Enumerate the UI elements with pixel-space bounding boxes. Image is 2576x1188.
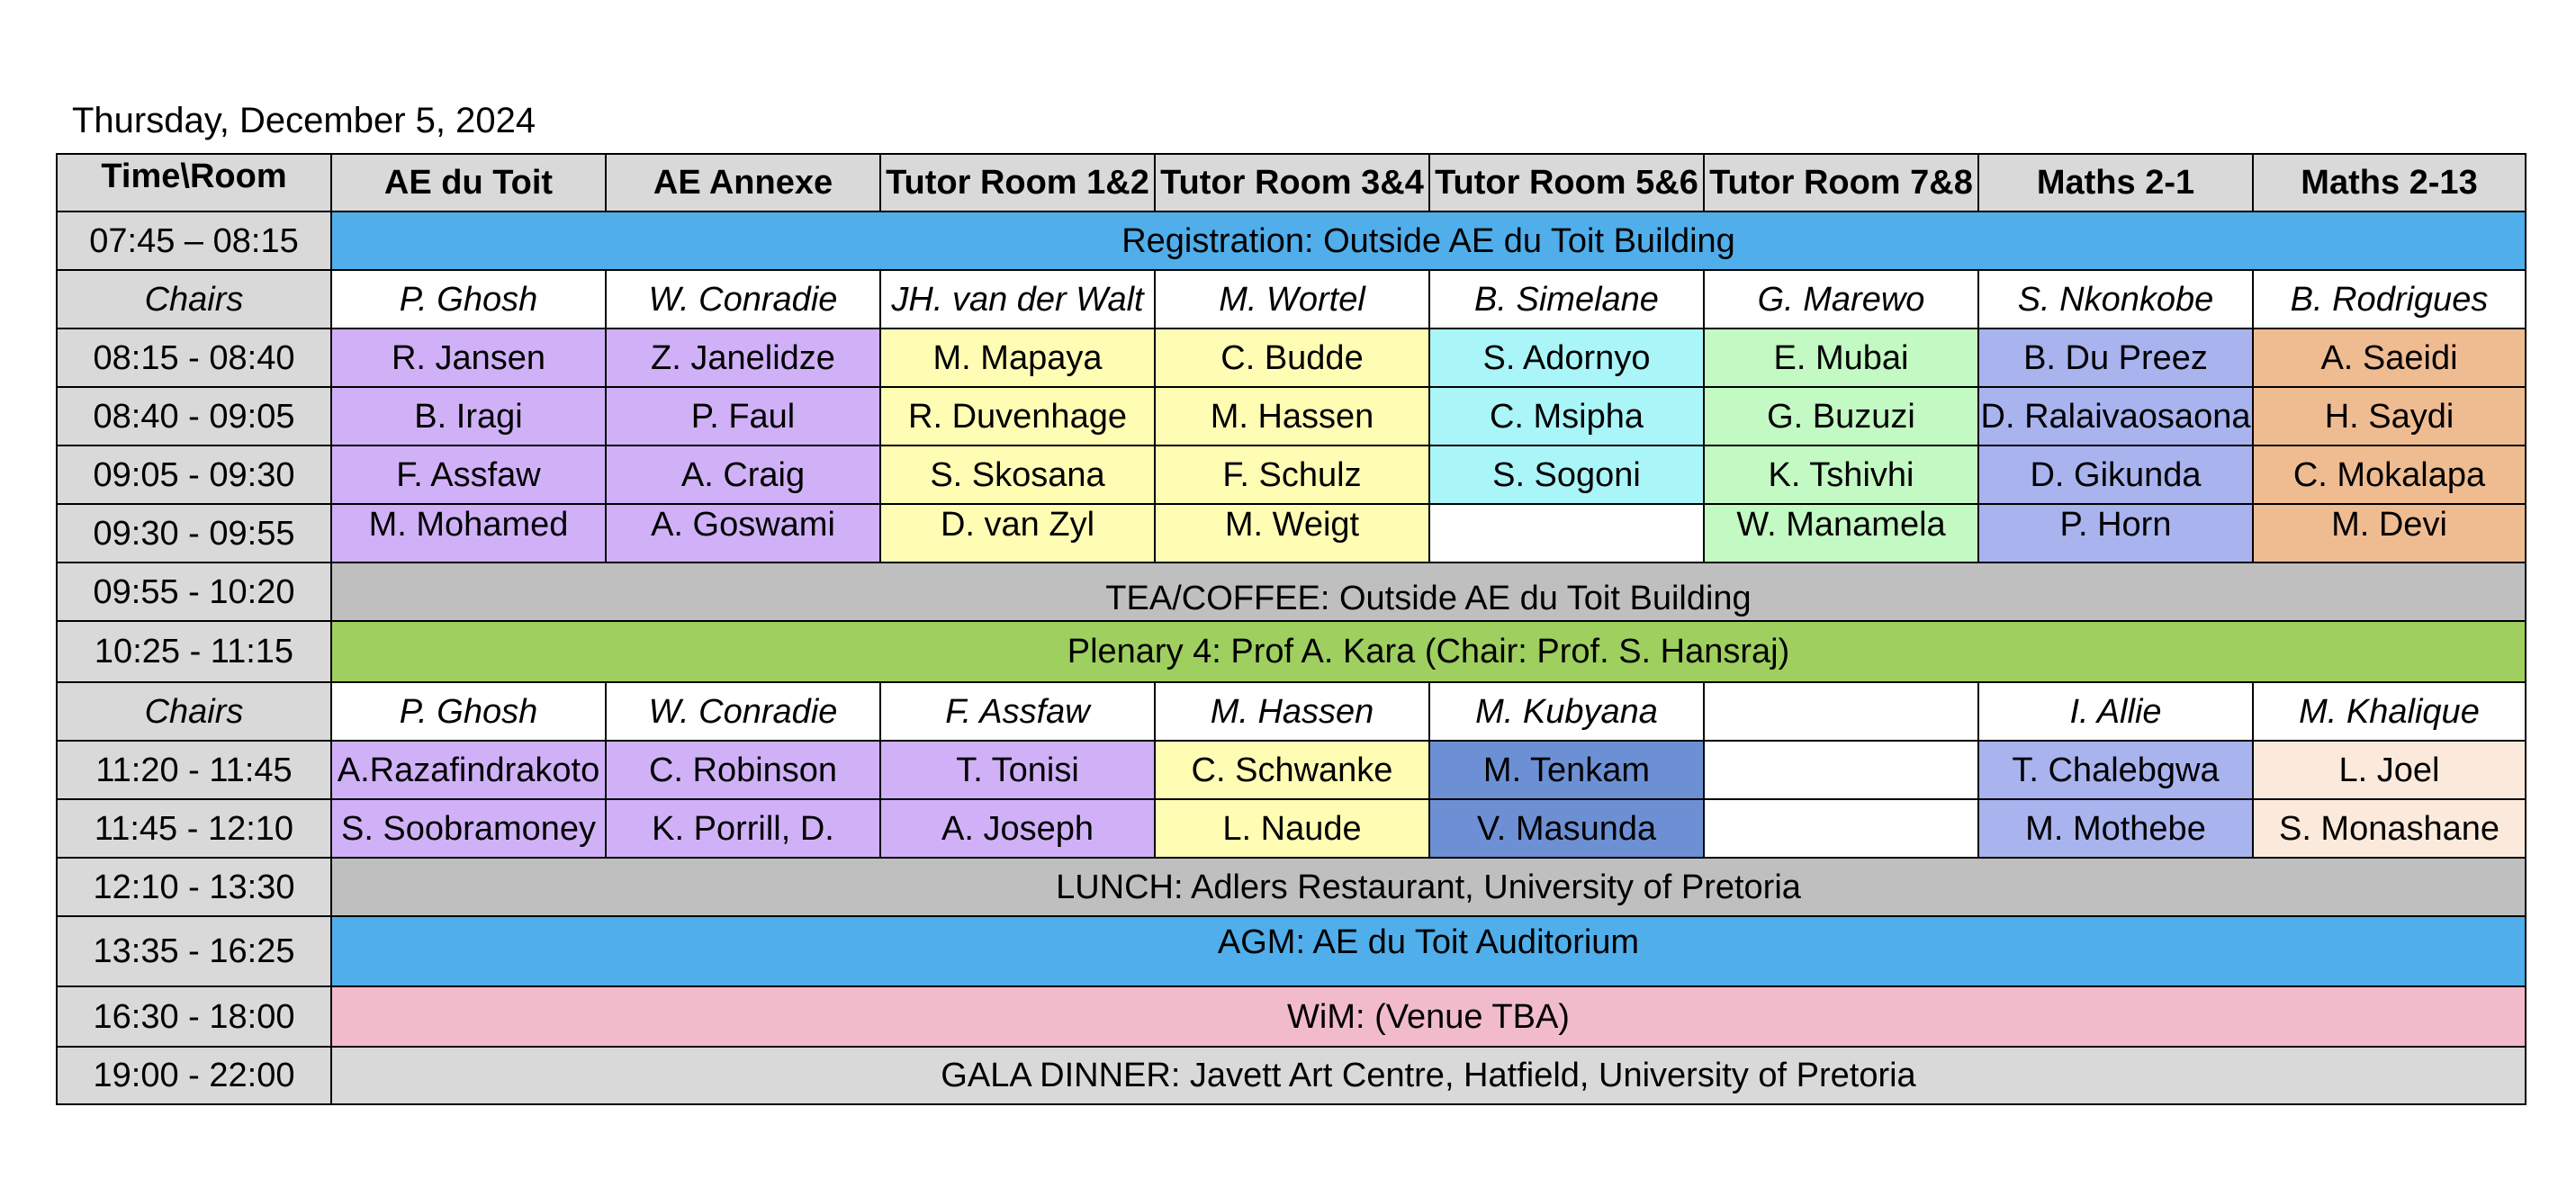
talk-cell: A. Craig xyxy=(606,446,880,504)
gala-banner: GALA DINNER: Javett Art Centre, Hatfield, University of Pretoria xyxy=(331,1047,2526,1104)
talk-cell: B. Du Preez xyxy=(1978,328,2253,387)
chairs-row xyxy=(57,682,2526,741)
talk-cell: S. Skosana xyxy=(880,446,1155,504)
time-cell: 19:00 - 22:00 xyxy=(57,1047,331,1104)
session-row xyxy=(57,799,2526,858)
registration-banner: Registration: Outside AE du Toit Building xyxy=(331,212,2526,270)
talk-cell: L. Joel xyxy=(2253,741,2526,799)
talk-cell: C. Msipha xyxy=(1429,387,1704,446)
chair-cell: JH. van der Walt xyxy=(880,270,1155,328)
talk-cell: A. Saeidi xyxy=(2253,328,2526,387)
time-cell: 08:40 - 09:05 xyxy=(57,387,331,446)
talk-cell: R. Duvenhage xyxy=(880,387,1155,446)
talk-cell: Z. Janelidze xyxy=(606,328,880,387)
room-header: AE Annexe xyxy=(606,154,880,212)
talk-cell: M. Devi xyxy=(2253,504,2526,562)
talk-cell: A. Goswami xyxy=(606,504,880,562)
page-title: Thursday, December 5, 2024 xyxy=(72,101,536,140)
talk-cell: R. Jansen xyxy=(331,328,606,387)
talk-cell: M. Mapaya xyxy=(880,328,1155,387)
talk-cell: C. Schwanke xyxy=(1155,741,1429,799)
talk-cell: M. Tenkam xyxy=(1429,741,1704,799)
talk-cell: E. Mubai xyxy=(1704,328,1978,387)
chair-cell: F. Assfaw xyxy=(880,682,1155,741)
talk-cell: S. Soobramoney xyxy=(331,799,606,858)
talk-cell: H. Saydi xyxy=(2253,387,2526,446)
chair-cell: G. Marewo xyxy=(1704,270,1978,328)
empty-cell xyxy=(1704,741,1978,799)
chair-cell: M. Wortel xyxy=(1155,270,1429,328)
plenary-banner: Plenary 4: Prof A. Kara (Chair: Prof. S. Hansraj) xyxy=(331,621,2526,682)
chair-cell: S. Nkonkobe xyxy=(1978,270,2253,328)
talk-cell: S. Monashane xyxy=(2253,799,2526,858)
talk-cell: M. Weigt xyxy=(1155,504,1429,562)
time-cell: 09:30 - 09:55 xyxy=(57,504,331,562)
chair-cell: M. Kubyana xyxy=(1429,682,1704,741)
talk-cell: A.Razafindrakoto xyxy=(331,741,606,799)
time-cell: 12:10 - 13:30 xyxy=(57,858,331,916)
empty-cell xyxy=(1704,682,1978,741)
chair-cell: M. Khalique xyxy=(2253,682,2526,741)
time-cell: 09:55 - 10:20 xyxy=(57,562,331,621)
talk-cell: S. Adornyo xyxy=(1429,328,1704,387)
talk-cell: D. Gikunda xyxy=(1978,446,2253,504)
talk-cell: B. Iragi xyxy=(331,387,606,446)
time-cell: 09:05 - 09:30 xyxy=(57,446,331,504)
talk-cell: M. Mohamed xyxy=(331,504,606,562)
talk-cell: D. van Zyl xyxy=(880,504,1155,562)
tea-banner: TEA/COFFEE: Outside AE du Toit Building xyxy=(331,562,2526,621)
session-row xyxy=(57,446,2526,504)
time-cell: 11:20 - 11:45 xyxy=(57,741,331,799)
talk-cell: C. Robinson xyxy=(606,741,880,799)
chair-cell: W. Conradie xyxy=(606,270,880,328)
gala-row xyxy=(57,1047,2526,1104)
time-cell: 11:45 - 12:10 xyxy=(57,799,331,858)
talk-cell: D. Ralaivaosaona xyxy=(1978,387,2253,446)
room-header: Tutor Room 5&6 xyxy=(1429,154,1704,212)
chairs-label: Chairs xyxy=(57,682,331,741)
wim-row xyxy=(57,986,2526,1047)
talk-cell: P. Faul xyxy=(606,387,880,446)
chair-cell: I. Allie xyxy=(1978,682,2253,741)
empty-cell xyxy=(1429,504,1704,562)
room-header: Tutor Room 7&8 xyxy=(1704,154,1978,212)
chair-cell: P. Ghosh xyxy=(331,682,606,741)
header-corner: Time\Room xyxy=(57,154,331,212)
room-header: Maths 2-13 xyxy=(2253,154,2526,212)
talk-cell: M. Mothebe xyxy=(1978,799,2253,858)
talk-cell: V. Masunda xyxy=(1429,799,1704,858)
schedule-table xyxy=(56,153,2526,1105)
time-cell: 16:30 - 18:00 xyxy=(57,986,331,1047)
talk-cell: K. Porrill, D. xyxy=(606,799,880,858)
empty-cell xyxy=(1704,799,1978,858)
talk-cell: A. Joseph xyxy=(880,799,1155,858)
talk-cell: F. Schulz xyxy=(1155,446,1429,504)
chair-cell: M. Hassen xyxy=(1155,682,1429,741)
room-header: Tutor Room 1&2 xyxy=(880,154,1155,212)
session-row xyxy=(57,387,2526,446)
time-cell: 13:35 - 16:25 xyxy=(57,916,331,986)
session-row xyxy=(57,328,2526,387)
talk-cell: F. Assfaw xyxy=(331,446,606,504)
talk-cell: L. Naude xyxy=(1155,799,1429,858)
agm-row xyxy=(57,916,2526,986)
header-row xyxy=(57,154,2526,212)
talk-cell: K. Tshivhi xyxy=(1704,446,1978,504)
chair-cell: B. Simelane xyxy=(1429,270,1704,328)
session-row xyxy=(57,504,2526,562)
talk-cell: S. Sogoni xyxy=(1429,446,1704,504)
lunch-row xyxy=(57,858,2526,916)
talk-cell: W. Manamela xyxy=(1704,504,1978,562)
chair-cell: W. Conradie xyxy=(606,682,880,741)
time-cell: 10:25 - 11:15 xyxy=(57,621,331,682)
room-header: Maths 2-1 xyxy=(1978,154,2253,212)
lunch-banner: LUNCH: Adlers Restaurant, University of Pretoria xyxy=(331,858,2526,916)
chairs-row xyxy=(57,270,2526,328)
plenary-row xyxy=(57,621,2526,682)
time-cell: 07:45 – 08:15 xyxy=(57,212,331,270)
talk-cell: P. Horn xyxy=(1978,504,2253,562)
registration-row xyxy=(57,212,2526,270)
chair-cell: B. Rodrigues xyxy=(2253,270,2526,328)
agm-banner: AGM: AE du Toit Auditorium xyxy=(331,916,2526,986)
room-header: Tutor Room 3&4 xyxy=(1155,154,1429,212)
chair-cell: P. Ghosh xyxy=(331,270,606,328)
talk-cell: C. Budde xyxy=(1155,328,1429,387)
talk-cell: M. Hassen xyxy=(1155,387,1429,446)
talk-cell: C. Mokalapa xyxy=(2253,446,2526,504)
wim-banner: WiM: (Venue TBA) xyxy=(331,986,2526,1047)
room-header: AE du Toit xyxy=(331,154,606,212)
talk-cell: T. Tonisi xyxy=(880,741,1155,799)
session-row xyxy=(57,741,2526,799)
chairs-label: Chairs xyxy=(57,270,331,328)
talk-cell: G. Buzuzi xyxy=(1704,387,1978,446)
tea-row xyxy=(57,562,2526,621)
time-cell: 08:15 - 08:40 xyxy=(57,328,331,387)
talk-cell: T. Chalebgwa xyxy=(1978,741,2253,799)
